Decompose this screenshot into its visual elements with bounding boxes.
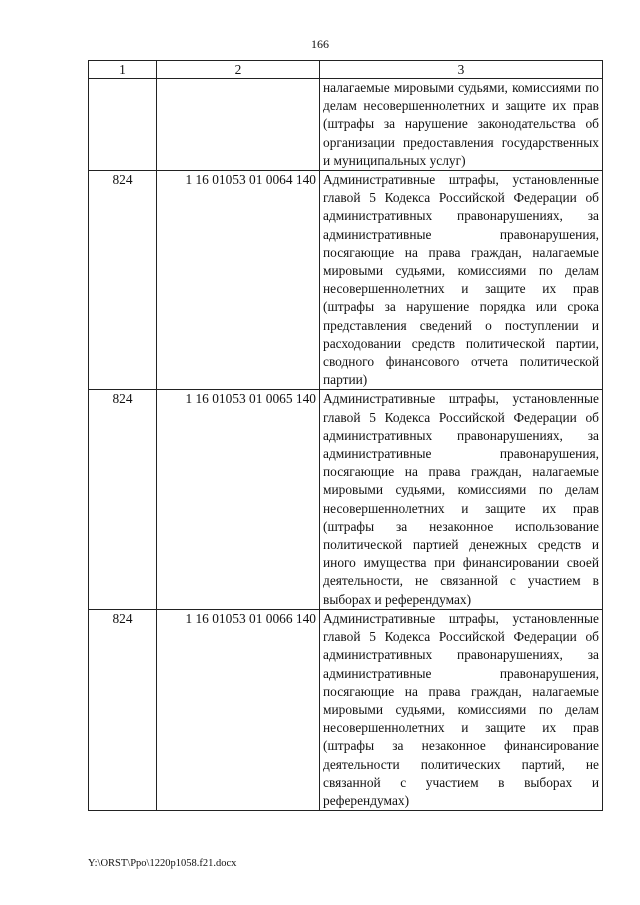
administrator-code-cell: 824: [89, 171, 157, 390]
column-header-1: 1: [89, 61, 157, 79]
revenue-description-cell: Административные штрафы, установленные главой 5 Кодекса Российской Федерации об административных правонарушениях, за административные правонарушения, посягающие на права граждан, налагаемые мировыми судьями, комиссиями по делам несовершеннолетних и защите их прав (штрафы за незаконное финансирование деятельности политических партий, не связанной с участием в выборах и референдумах): [320, 609, 603, 810]
budget-codes-table: [88, 60, 603, 811]
revenue-description-cell: налагаемые мировыми судьями, комиссиями по делам несовершеннолетних и защите их прав (штрафы за нарушение законодательства об организации предоставления государственных и муниципальных услуг): [320, 79, 603, 171]
file-path-footer: Y:\ORST\Ppo\1220p1058.f21.docx: [88, 858, 237, 869]
revenue-description-cell: Административные штрафы, установленные главой 5 Кодекса Российской Федерации об административных правонарушениях, за административные правонарушения, посягающие на права граждан, налагаемые мировыми судьями, комиссиями по делам несовершеннолетних и защите их прав (штрафы за нарушение порядка или срока представления сведений о поступлении и расходовании средств политической партии, сводного финансового отчета политической партии): [320, 171, 603, 390]
revenue-description-cell: Административные штрафы, установленные главой 5 Кодекса Российской Федерации об административных правонарушениях, за административные правонарушения, посягающие на права граждан, налагаемые мировыми судьями, комиссиями по делам несовершеннолетних и защите их прав (штрафы за незаконное использование политической партией денежных средств и иного имущества при финансировании своей деятельности, не связанной с участием в выборах и референдумах): [320, 390, 603, 609]
page-number: 166: [311, 37, 329, 51]
budget-classification-code-cell: [157, 79, 320, 171]
column-header-2: 2: [157, 61, 320, 79]
budget-classification-code-cell: 1 16 01053 01 0065 140: [157, 390, 320, 609]
table-row: [89, 79, 603, 171]
budget-classification-code-cell: 1 16 01053 01 0064 140: [157, 171, 320, 390]
budget-classification-code-cell: 1 16 01053 01 0066 140: [157, 609, 320, 810]
table-row: [89, 171, 603, 390]
column-header-3: 3: [320, 61, 603, 79]
table-header-row: [89, 61, 603, 79]
administrator-code-cell: 824: [89, 390, 157, 609]
administrator-code-cell: 824: [89, 609, 157, 810]
administrator-code-cell: [89, 79, 157, 171]
table-row: [89, 390, 603, 609]
table-row: [89, 609, 603, 810]
